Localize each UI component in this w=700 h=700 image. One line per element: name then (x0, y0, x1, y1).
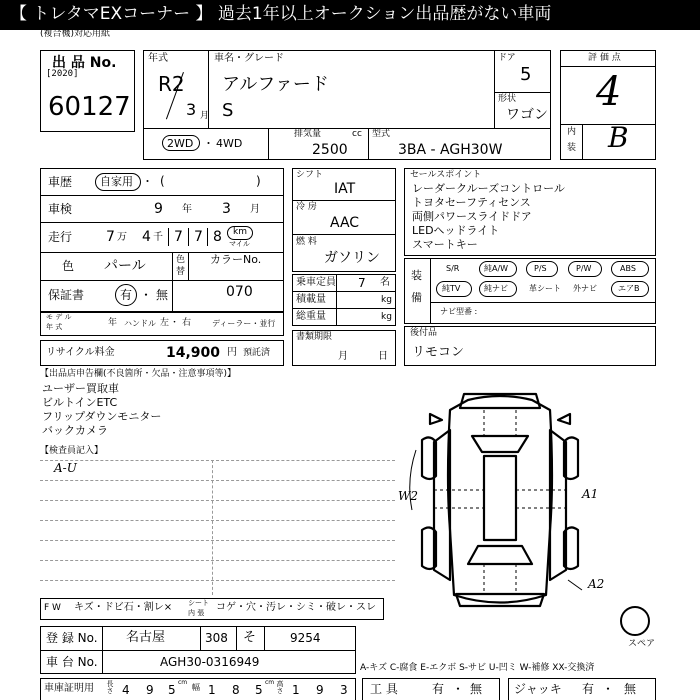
lot-number: 60127 (48, 92, 131, 122)
colorno-value: 070 (226, 284, 253, 300)
floor-text1: キズ・ドビ石・割レ× (74, 602, 173, 613)
equip-pw: P/W (576, 264, 592, 273)
body-label: 形状 (498, 94, 517, 104)
damage-mark: A1 (582, 487, 599, 501)
handle-right: 右 (182, 318, 192, 328)
equip-aw: 純A/W (484, 264, 509, 273)
car-diagram (400, 380, 600, 620)
history-value: 自家用 (100, 175, 133, 188)
interior-label-1: 内 (567, 127, 577, 137)
width-d1: 1 (208, 683, 216, 697)
equip-abs: ABS (620, 264, 636, 273)
recycle-note: 預託済 (243, 348, 271, 358)
aircon-label: 冷 房 (296, 202, 317, 212)
floor-seat-2: 内 張 (188, 609, 205, 617)
color-change-1: 色 (176, 255, 186, 265)
mileage-u2: 千 (153, 232, 163, 243)
sales-point: トヨタセーフティセンス (412, 196, 531, 209)
warranty-label: 保証書 (48, 288, 85, 302)
colorno-label: カラーNo. (210, 253, 262, 266)
chassis-label: 車 台 No. (46, 655, 98, 669)
mileage-d5: 8 (213, 229, 222, 245)
mileage-d2: 4 (142, 229, 151, 245)
model-value: 3BA - AGH30W (398, 142, 503, 158)
weight-unit: kg (381, 312, 392, 322)
seats-label: 乗車定員 (296, 277, 336, 288)
nav-model-label: ナビ型番 : (440, 307, 478, 316)
jack-label: ジャッキ (514, 682, 562, 696)
spare-tire-icon (620, 606, 650, 636)
height-d3: 3 (340, 683, 348, 697)
width-d2: 8 (232, 683, 240, 697)
year-month-unit: 月 (200, 111, 210, 121)
year-label: 年式 (148, 53, 168, 64)
mileage-label: 走行 (48, 230, 73, 244)
aftermarket-label: 後付品 (410, 328, 438, 338)
handle-left: 左 (160, 318, 170, 328)
sales-point: レーダークルーズコントロール (412, 182, 565, 195)
recycle-label: リサイクル料金 (46, 347, 115, 358)
floor-fw: F W (44, 603, 61, 613)
height-label: 高さ (276, 680, 284, 694)
mileage-d1: 7 (106, 229, 115, 245)
history-paren-close: ) (256, 174, 261, 188)
door-value: 5 (520, 64, 532, 85)
model-year-label-2: 年 式 (46, 323, 63, 331)
body-value: ワゴン (506, 107, 548, 123)
equip-tv: 純TV (442, 284, 461, 293)
equip-sr: S/R (446, 264, 460, 273)
height-d1: 1 (292, 683, 300, 697)
warranty-yes: 有 (120, 288, 133, 302)
exhibitor-item: ユーザー買取車 (42, 382, 119, 395)
handle-label: ハンドル (124, 319, 156, 328)
vehicle-name: アルファード (222, 74, 329, 95)
equip-leather: 革シート (529, 284, 561, 293)
fuel-value: ガソリン (324, 250, 380, 266)
damage-mark: A2 (588, 577, 605, 591)
exhibitor-item: ビルトインETC (42, 396, 118, 409)
lot-year-tag: [2020] (46, 69, 79, 79)
model-year-label-1: モ デ ル (46, 313, 72, 321)
length-unit: cm (178, 679, 188, 686)
displacement-value: 2500 (312, 142, 348, 158)
aircon-value: AAC (330, 215, 360, 231)
height-d2: 9 (316, 683, 324, 697)
shift-value: IAT (334, 181, 356, 197)
inspection-year: 9 (154, 201, 163, 217)
jack-yes: 有 (582, 682, 595, 696)
inspector-note: A-U (54, 461, 77, 475)
damage-legend: A-キズ C-腐食 E-エクボ S-サビ U-凹ミ W-補修 XX-交換済 (360, 663, 595, 673)
tools-no: 無 (470, 682, 483, 696)
warranty-no: 無 (156, 288, 169, 302)
mileage-u1: 万 (117, 232, 127, 243)
history-label: 車歴 (48, 175, 73, 189)
equip-ps: P/S (534, 264, 547, 273)
inspector-label: 【検査員記入】 (40, 446, 104, 456)
registration-number: 9254 (290, 631, 321, 645)
floor-seat-1: シート (188, 599, 209, 607)
length-d3: 5 (168, 683, 176, 697)
history-dot: ・ (142, 175, 153, 188)
registration-place: 名古屋 (126, 630, 166, 645)
equip-airbag: エアB (618, 284, 640, 293)
interior-value: B (608, 121, 629, 154)
weight-label: 総重量 (296, 311, 326, 322)
score-value: 4 (596, 69, 622, 115)
seats-unit: 名 (380, 277, 390, 288)
color-change-2: 替 (176, 267, 186, 277)
inspection-label: 車検 (48, 202, 73, 216)
interior-label-2: 装 (567, 143, 577, 153)
load-label: 積載量 (296, 294, 326, 305)
equip-nav: 純ナビ (484, 284, 508, 293)
model-label: 型式 (372, 129, 391, 139)
equipment-label-2: 備 (411, 291, 422, 304)
exhibitor-item: フリップダウンモニター (42, 410, 162, 423)
displacement-label: 排気量 (294, 129, 322, 139)
mileage-d4: 7 (194, 229, 203, 245)
recycle-unit: 円 (227, 347, 237, 358)
banner-text: 【 トレタマEXコーナー 】 過去1年以上オークション出品歴がない車両 (10, 4, 552, 24)
chassis-value: AGH30-0316949 (160, 655, 260, 669)
jack-dot: ・ (602, 682, 615, 696)
width-label: 幅 (192, 683, 200, 692)
color-value: パール (104, 258, 146, 274)
sales-point: LEDヘッドライト (412, 224, 500, 237)
width-unit: cm (265, 679, 275, 686)
score-label: 評 価 点 (588, 53, 621, 63)
equip-extnav: 外ナビ (573, 284, 597, 293)
drive-dot: ・ (203, 137, 214, 150)
model-year-unit: 年 (108, 318, 118, 328)
registration-label: 登 録 No. (46, 631, 98, 645)
year-month: 3 (186, 100, 197, 119)
dealer-label: ディーラー・並行 (212, 319, 276, 328)
year-era: R2 (158, 72, 185, 96)
registration-kana: そ (243, 630, 257, 645)
docs-month-unit: 月 (338, 351, 348, 362)
sales-label: セールスポイント (410, 170, 482, 180)
load-unit: kg (381, 295, 392, 305)
displacement-unit: cc (352, 129, 362, 139)
exhibitor-label: 【出品店申告欄(不良箇所・欠品・注意事項等)】 (40, 369, 237, 379)
registration-class: 308 (205, 631, 228, 645)
docs-day-unit: 日 (378, 351, 388, 362)
fuel-label: 燃 料 (296, 237, 317, 247)
equipment-label-1: 装 (411, 269, 422, 282)
inspection-month: 3 (222, 201, 231, 217)
tools-label: 工 具 (370, 682, 398, 696)
length-d2: 9 (146, 683, 154, 697)
aftermarket-value: リモコン (412, 345, 465, 360)
sales-point: スマートキー (412, 238, 478, 251)
color-label: 色 (62, 259, 75, 273)
drive-4wd: 4WD (216, 137, 243, 150)
sub-note: (複合機)対応用紙 (40, 29, 111, 39)
spare-label: スペア (628, 639, 656, 649)
inspection-month-unit: 月 (250, 204, 260, 215)
tools-dot: ・ (452, 682, 465, 696)
length-d1: 4 (122, 683, 130, 697)
mileage-km: km (233, 227, 247, 237)
shift-label: シフト (296, 170, 324, 180)
length-label: 長さ (106, 680, 114, 694)
seats-value: 7 (358, 276, 366, 290)
dimensions-label: 車庫証明用 (44, 683, 94, 694)
name-label: 車名・グレード (214, 53, 284, 64)
docs-label: 書類期限 (296, 332, 333, 342)
warranty-dot: ・ (140, 288, 153, 302)
exhibitor-item: バックカメラ (42, 424, 108, 437)
vehicle-grade: S (222, 100, 234, 121)
inspection-year-unit: 年 (182, 204, 192, 215)
lot-label: 出 品 No. (52, 55, 117, 71)
mileage-d3: 7 (174, 229, 183, 245)
door-label: ドア (498, 53, 516, 63)
width-d3: 5 (255, 683, 263, 697)
damage-mark: W2 (398, 489, 418, 503)
tools-yes: 有 (432, 682, 445, 696)
drive-2wd: 2WD (167, 137, 194, 150)
sales-point: 両側パワースライドドア (412, 210, 532, 223)
recycle-amount: 14,900 (166, 345, 221, 361)
mileage-mile: マイル (229, 240, 250, 248)
history-paren-open: ( (160, 174, 165, 188)
handle-dot: ・ (170, 318, 180, 328)
floor-text2: コゲ・穴・汚レ・シミ・破レ・スレ (216, 602, 376, 613)
jack-no: 無 (624, 682, 637, 696)
